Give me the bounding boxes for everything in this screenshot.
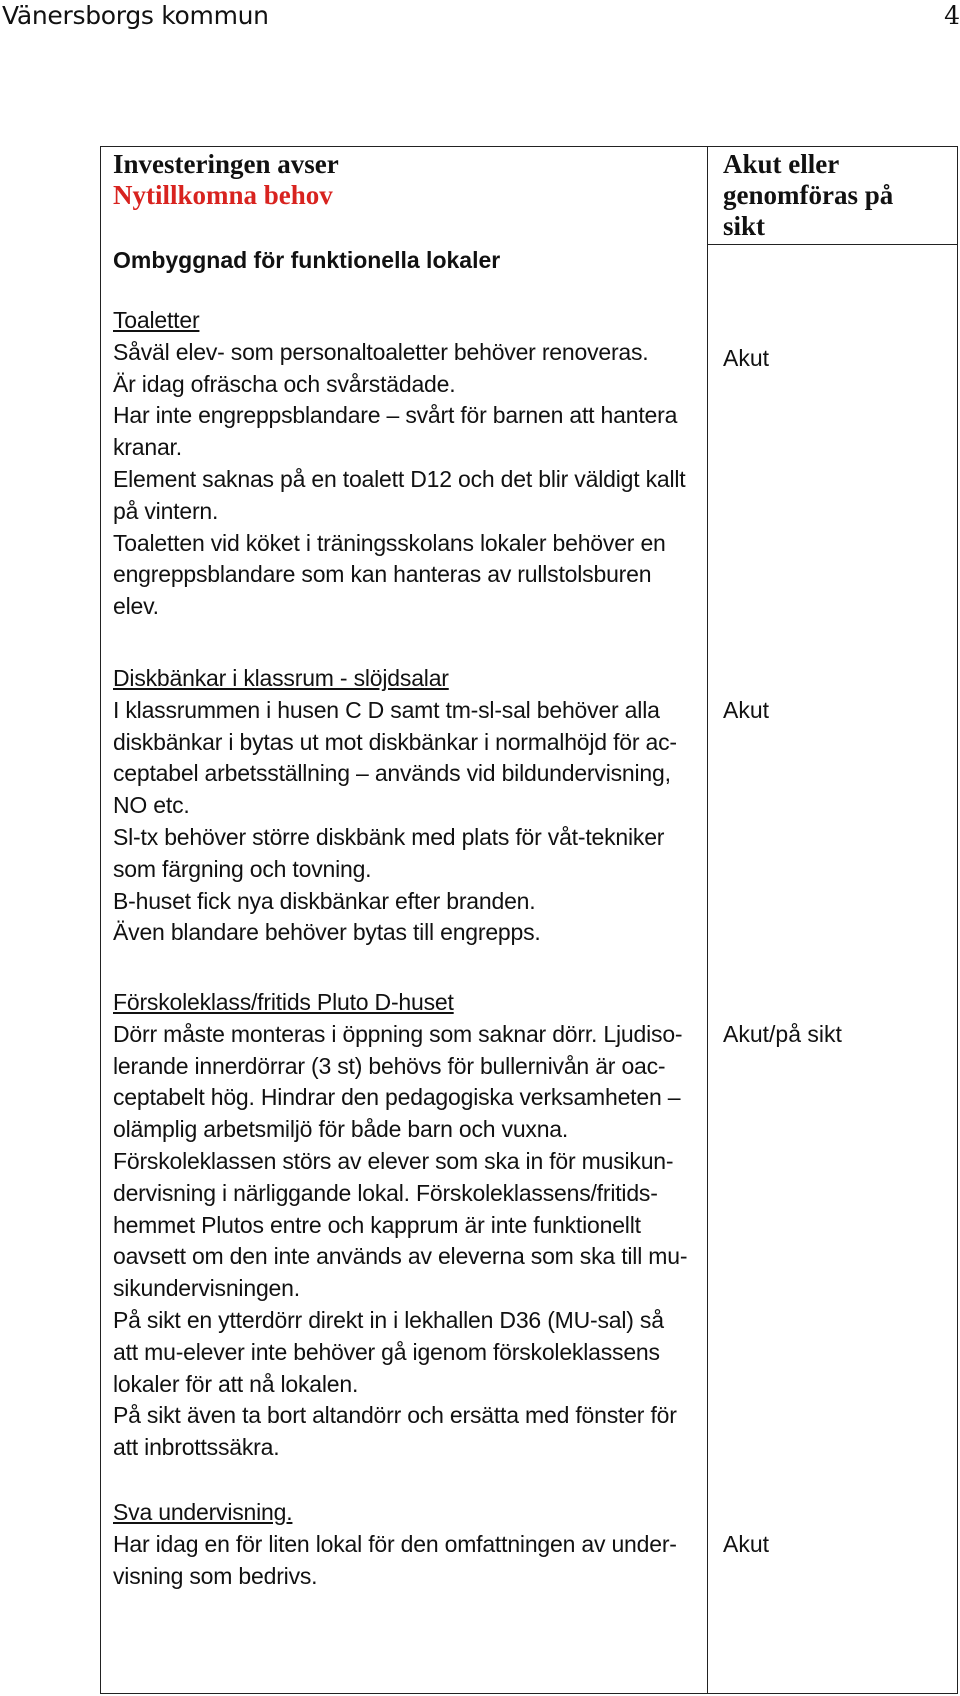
- table-header-left: [113, 149, 693, 211]
- row-line: Har idag en för liten lokal för den omfattningen av under-: [113, 1530, 677, 1557]
- row-line: NO etc.: [113, 792, 190, 819]
- status-diskbankar: Akut: [723, 697, 770, 723]
- row-line: Toaletten vid köket i träningsskolans lokaler behöver en: [113, 529, 666, 556]
- row-line: Dörr måste monteras i öppning som saknar dörr. Ljudiso-: [113, 1020, 683, 1047]
- row-line: I klassrummen i husen C D samt tm-sl-sal behöver alla: [113, 696, 660, 723]
- row-line: dervisning i närliggande lokal. Förskoleklassens/fritids-: [113, 1179, 658, 1206]
- header-right-line: sikt: [723, 211, 766, 241]
- row-line: På sikt även ta bort altandörr och ersätta med fönster för: [113, 1402, 677, 1429]
- row-line: Element saknas på en toalett D12 och det blir väldigt kallt: [113, 465, 686, 492]
- row-line: sikundervisningen.: [113, 1275, 300, 1302]
- row-line: elev.: [113, 593, 159, 620]
- page-number: 4: [944, 1, 960, 30]
- row-line: hemmet Plutos entre och kapprum är inte funktionellt: [113, 1211, 641, 1238]
- row-line: lokaler för att nå lokalen.: [113, 1370, 359, 1397]
- header-right-line: Akut eller: [723, 149, 840, 179]
- row-sva-undervisning: [113, 1497, 703, 1592]
- header-investment-label: Investeringen avser: [113, 149, 339, 179]
- row-forskoleklass: [113, 987, 703, 1464]
- row-line: Har inte engreppsblandare – svårt för barnen att hantera: [113, 402, 678, 429]
- row-line: olämplig arbetsmiljö för både barn och vuxna.: [113, 1116, 569, 1143]
- column-divider: [707, 147, 708, 1693]
- row-line: Förskoleklassen störs av elever som ska in för musikun-: [113, 1147, 674, 1174]
- header-right-line: genomföras på: [723, 180, 894, 210]
- row-line: engreppsblandare som kan hanteras av rullstolsburen: [113, 561, 652, 588]
- header-title: Vänersborgs kommun: [2, 1, 269, 30]
- row-line: Sl-tx behöver större diskbänk med plats för våt-tekniker: [113, 823, 665, 850]
- row-line: oavsett om den inte används av eleverna som ska till mu-: [113, 1243, 688, 1270]
- row-line: som färgning och tovning.: [113, 855, 372, 882]
- row-line: på vintern.: [113, 497, 219, 524]
- row-toaletter: [113, 305, 703, 623]
- row-line: lerande innerdörrar (3 st) behövs för bullernivån är oac-: [113, 1052, 666, 1079]
- row-line: ceptabel arbetsställning – används vid bildundervisning,: [113, 760, 671, 787]
- row-line: Även blandare behöver bytas till engrepps.: [113, 919, 541, 946]
- section-title: Ombyggnad för funktionella lokaler: [113, 247, 501, 273]
- status-toaletter: Akut: [723, 345, 770, 371]
- row-heading: Diskbänkar i klassrum - slöjdsalar: [113, 665, 449, 691]
- row-line: Såväl elev- som personaltoaletter behöver renoveras.: [113, 338, 649, 365]
- row-line: att mu-elever inte behöver gå igenom förskoleklassens: [113, 1338, 660, 1365]
- investment-table: [100, 146, 958, 1694]
- row-line: kranar.: [113, 434, 182, 461]
- row-line: diskbänkar i bytas ut mot diskbänkar i normalhöjd för ac-: [113, 728, 677, 755]
- row-diskbankar: [113, 663, 703, 949]
- row-line: På sikt en ytterdörr direkt in i lekhallen D36 (MU-sal) så: [113, 1306, 664, 1333]
- row-heading: Förskoleklass/fritids Pluto D-huset: [113, 989, 454, 1015]
- row-line: visning som bedrivs.: [113, 1562, 318, 1589]
- table-header-right: [723, 149, 953, 242]
- row-line: B-huset fick nya diskbänkar efter branden.: [113, 887, 536, 914]
- row-heading: Sva undervisning.: [113, 1499, 293, 1525]
- row-heading: Toaletter: [113, 307, 200, 333]
- row-line: Är idag ofräscha och svårstädade.: [113, 370, 456, 397]
- row-line: att inbrottssäkra.: [113, 1434, 280, 1461]
- header-divider: [707, 244, 957, 245]
- header-new-needs-label: Nytillkomna behov: [113, 180, 333, 210]
- row-line: ceptabelt hög. Hindrar den pedagogiska verksamheten –: [113, 1084, 681, 1111]
- page-header: [0, 0, 960, 34]
- status-sva-undervisning: Akut: [723, 1531, 770, 1557]
- status-forskoleklass: Akut/på sikt: [723, 1021, 842, 1047]
